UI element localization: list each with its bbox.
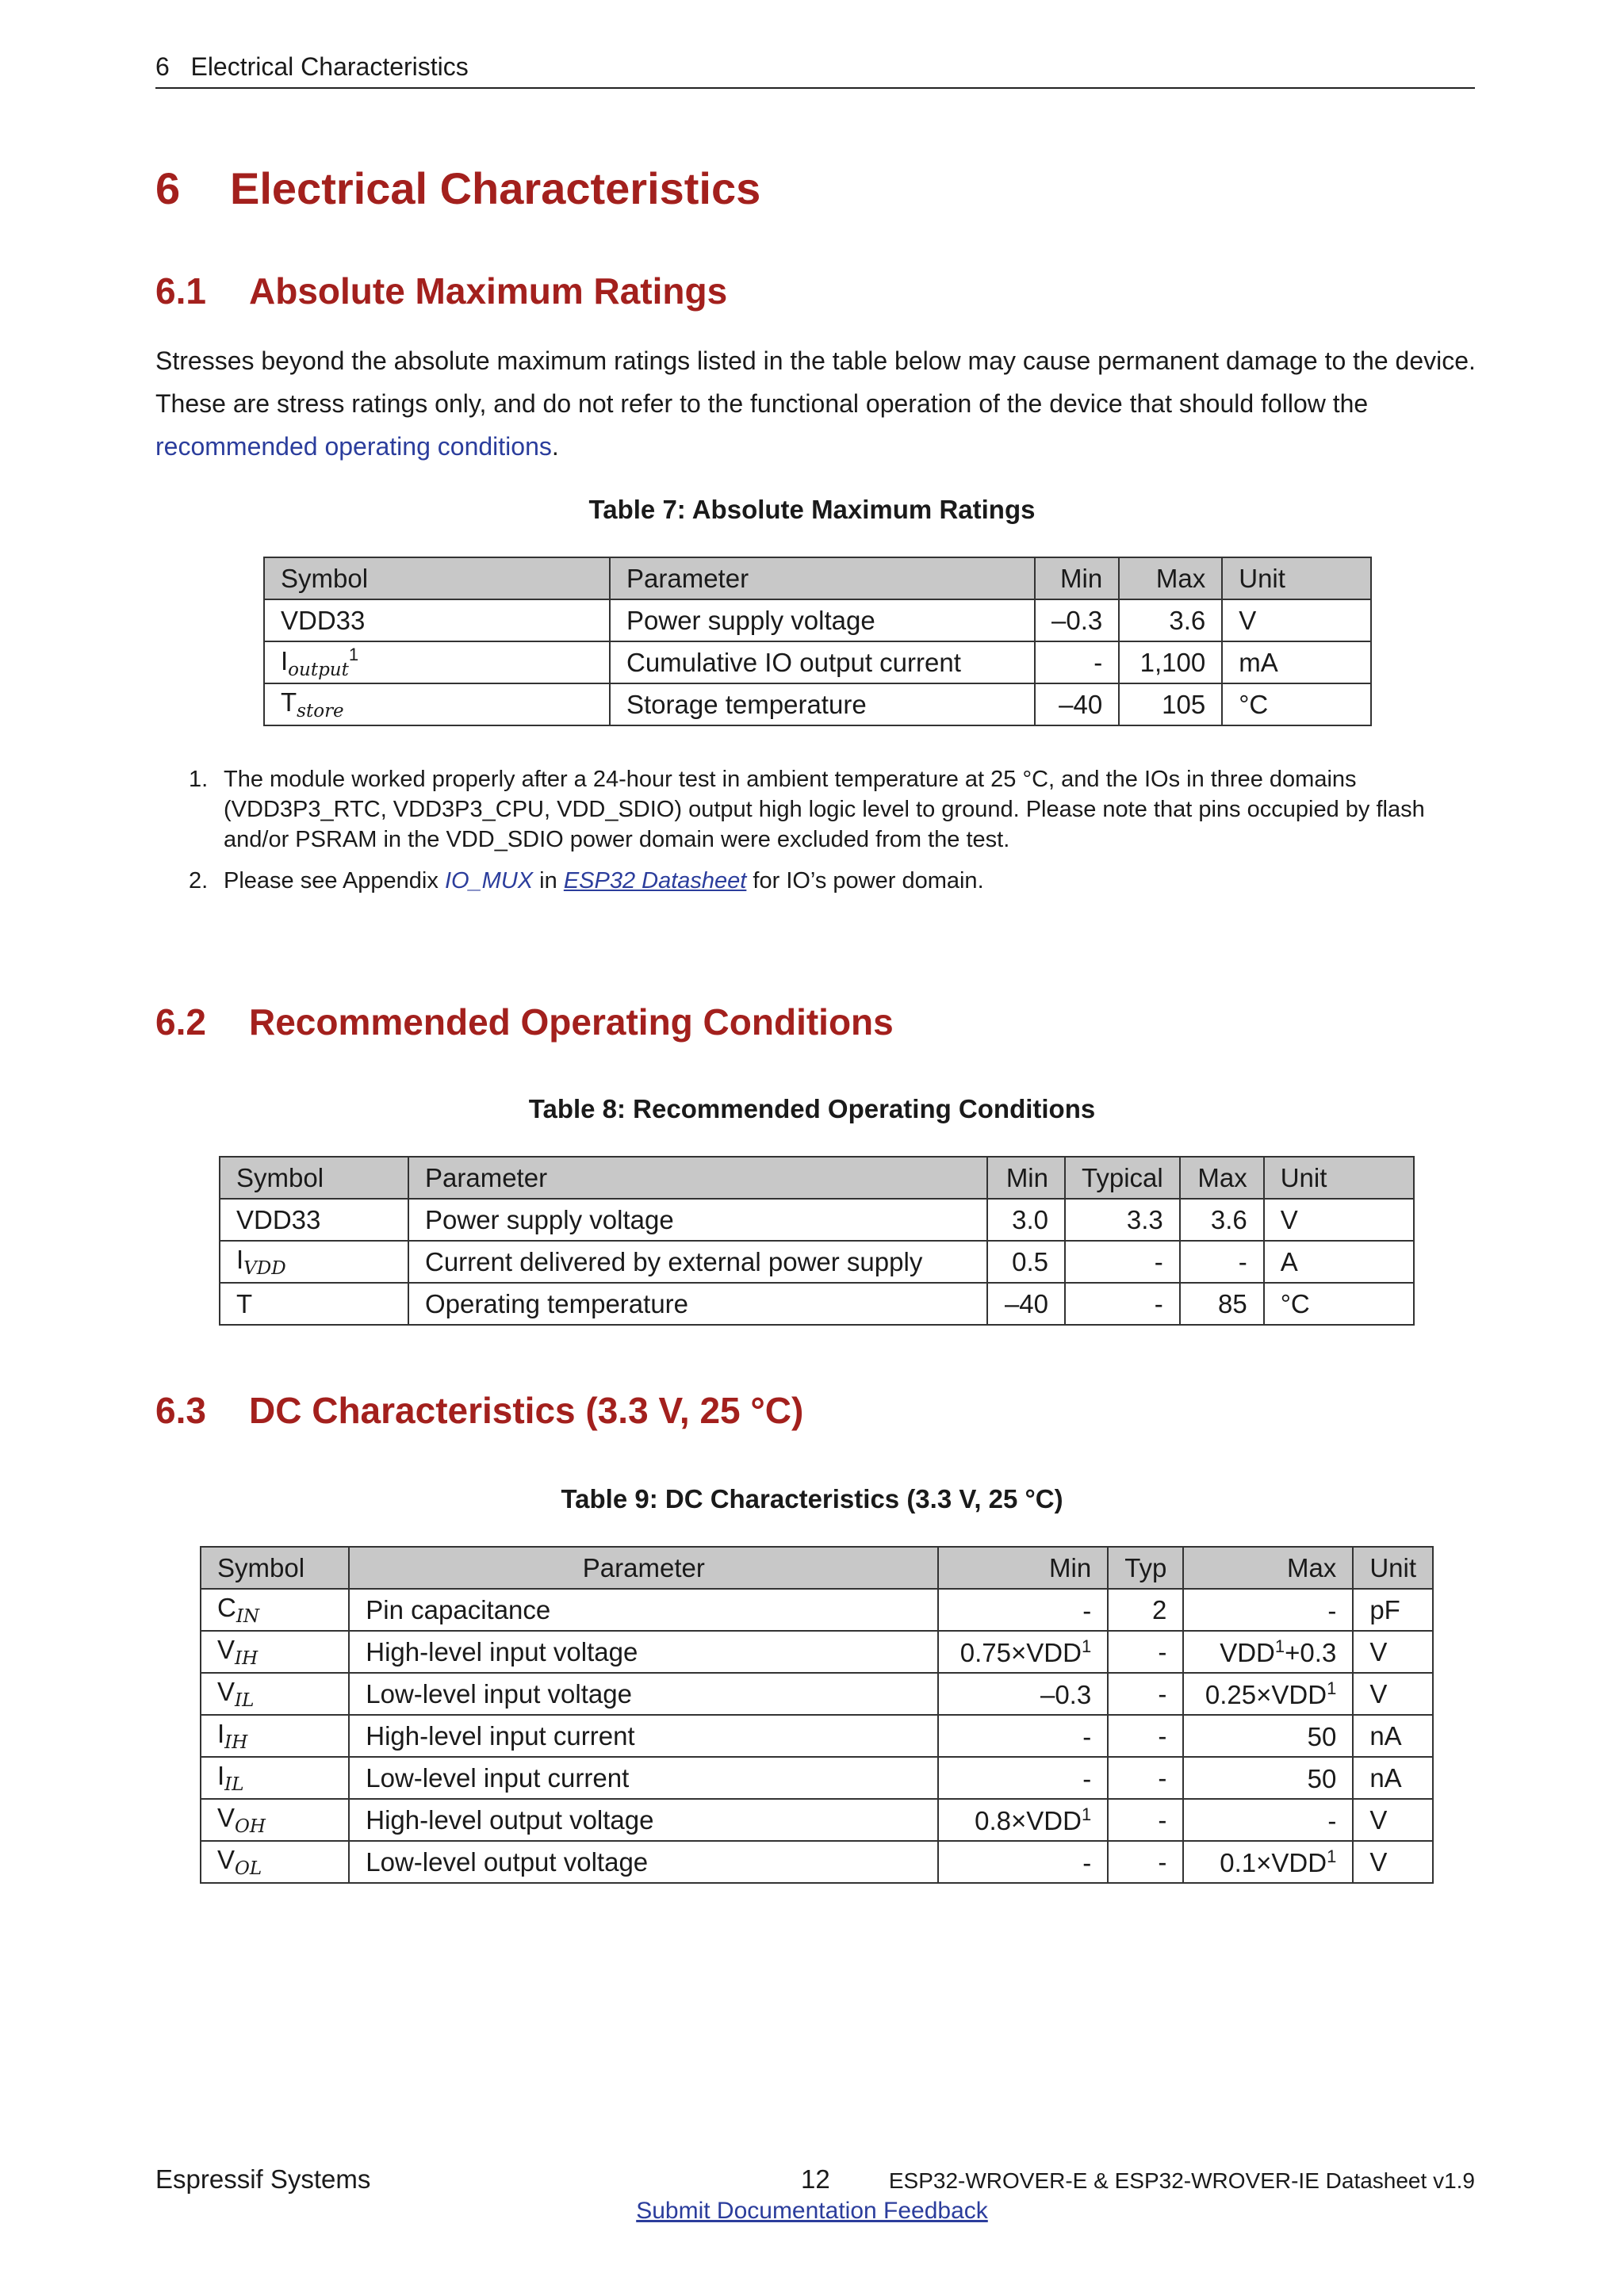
table-cell: 85 xyxy=(1180,1283,1264,1325)
table-header-row xyxy=(220,1157,1414,1199)
table-cell-max xyxy=(1183,1715,1353,1757)
symbol-main: VDD33 xyxy=(236,1204,321,1234)
section-number: 6 xyxy=(155,163,181,213)
note-item xyxy=(155,764,1488,855)
symbol-main: I xyxy=(217,1719,225,1748)
subsection-6-1-number: 6.1 xyxy=(155,270,206,312)
table-cell-symbol xyxy=(201,1589,349,1631)
submit-feedback-link[interactable]: Submit Documentation Feedback xyxy=(636,2198,988,2224)
table-header-cell: Parameter xyxy=(408,1157,987,1199)
table-header-cell: Typ xyxy=(1108,1547,1183,1589)
table-cell: V xyxy=(1353,1799,1433,1841)
footnote-marker: 1 xyxy=(1327,1678,1337,1698)
symbol-main: V xyxy=(217,1803,236,1832)
table-cell-min xyxy=(938,1715,1108,1757)
note-text: The module worked properly after a 24-hour test in ambient temperature at 25 °C, and the IOs in three domains (VDD3P3_RTC, VDD3P3_CPU, VDD_SDIO) output high logic level to ground. Please note that pins occupied by flash and/or PSRAM in the VDD_SDIO power domain were excluded from the test. xyxy=(224,767,1425,852)
table-cell-symbol xyxy=(264,599,610,641)
table-cell: 105 xyxy=(1119,683,1222,725)
subsection-6-2-text: Recommended Operating Conditions xyxy=(249,1001,894,1043)
table-cell: Pin capacitance xyxy=(349,1589,938,1631)
table-cell: Cumulative IO output current xyxy=(610,641,1035,683)
table-cell-min xyxy=(938,1673,1108,1715)
value-text: 0.75×VDD xyxy=(959,1637,1082,1667)
table-row xyxy=(201,1673,1433,1715)
table-row xyxy=(264,683,1371,725)
note-number: 1. xyxy=(189,767,209,792)
table-cell: - xyxy=(1035,641,1119,683)
table-cell: pF xyxy=(1353,1589,1433,1631)
section-title xyxy=(155,163,760,214)
table-header-cell: Max xyxy=(1119,557,1222,599)
table-cell: - xyxy=(1108,1757,1183,1799)
table7-notes xyxy=(155,764,1488,907)
table-cell: Storage temperature xyxy=(610,683,1035,725)
table7-caption: Table 7: Absolute Maximum Ratings xyxy=(588,495,1036,524)
symbol-main: I xyxy=(236,1245,244,1274)
table-cell: –40 xyxy=(987,1283,1065,1325)
table-cell: Operating temperature xyxy=(408,1283,987,1325)
table-cell: Low-level input current xyxy=(349,1757,938,1799)
table-cell: 1,100 xyxy=(1119,641,1222,683)
value-tail: +0.3 xyxy=(1285,1637,1337,1667)
symbol-subscript: OH xyxy=(235,1816,266,1837)
footer-doc-title: ESP32-WROVER-E & ESP32-WROVER-IE Datasheet v1.9 xyxy=(888,2168,1475,2193)
header-title: Electrical Characteristics xyxy=(190,52,469,81)
table-header-cell: Max xyxy=(1180,1157,1264,1199)
value-text: - xyxy=(1082,1847,1092,1877)
value-text: 50 xyxy=(1307,1721,1337,1751)
table9 xyxy=(200,1546,1434,1884)
symbol-main: V xyxy=(217,1635,236,1664)
table-cell-symbol xyxy=(220,1241,408,1283)
value-text: VDD xyxy=(1220,1637,1275,1667)
symbol-subscript: VDD xyxy=(243,1258,286,1279)
symbol-subscript: IN xyxy=(236,1606,260,1627)
table-cell-max xyxy=(1183,1841,1353,1883)
value-text: –0.3 xyxy=(1040,1679,1092,1709)
table-cell-symbol xyxy=(264,641,610,683)
value-text: 0.25×VDD xyxy=(1205,1679,1327,1709)
table-cell-symbol xyxy=(201,1799,349,1841)
table-cell: V xyxy=(1264,1199,1414,1241)
table-header-cell: Symbol xyxy=(264,557,610,599)
table9-caption: Table 9: DC Characteristics (3.3 V, 25 °C) xyxy=(561,1484,1063,1513)
table-cell: V xyxy=(1353,1673,1433,1715)
table-cell: nA xyxy=(1353,1757,1433,1799)
table-row xyxy=(201,1589,1433,1631)
symbol-subscript: IL xyxy=(235,1690,255,1711)
table-cell: 3.6 xyxy=(1180,1199,1264,1241)
table-header-cell: Min xyxy=(1035,557,1119,599)
subsection-6-3-title xyxy=(155,1389,803,1432)
table-row xyxy=(220,1199,1414,1241)
table-cell: 0.5 xyxy=(987,1241,1065,1283)
table-header-row xyxy=(264,557,1371,599)
table-row xyxy=(201,1799,1433,1841)
value-text: - xyxy=(1082,1721,1092,1751)
symbol-subscript: IH xyxy=(235,1648,259,1669)
table-row xyxy=(201,1841,1433,1883)
table7 xyxy=(263,557,1372,726)
table-cell-symbol xyxy=(220,1199,408,1241)
table-cell: - xyxy=(1180,1241,1264,1283)
table-cell-symbol xyxy=(201,1673,349,1715)
table8-caption: Table 8: Recommended Operating Conditions xyxy=(528,1094,1096,1123)
footnote-marker: 1 xyxy=(348,645,359,664)
table-cell: V xyxy=(1222,599,1371,641)
symbol-subscript: OL xyxy=(235,1858,262,1879)
table-cell-min xyxy=(938,1631,1108,1673)
table-header-cell: Unit xyxy=(1222,557,1371,599)
symbol-subscript: IH xyxy=(224,1732,248,1753)
table-cell: High-level output voltage xyxy=(349,1799,938,1841)
table-row xyxy=(201,1757,1433,1799)
recommended-conditions-link[interactable]: recommended operating conditions xyxy=(155,432,552,461)
intro-paragraph xyxy=(155,339,1480,468)
table-row xyxy=(220,1283,1414,1325)
table-cell-max xyxy=(1183,1757,1353,1799)
note-number: 2. xyxy=(189,868,209,894)
table-cell: - xyxy=(1108,1715,1183,1757)
symbol-main: V xyxy=(217,1845,236,1874)
note-item xyxy=(155,866,1488,896)
value-text: 50 xyxy=(1307,1763,1337,1793)
table-header-row xyxy=(201,1547,1433,1589)
table-cell: - xyxy=(1108,1841,1183,1883)
symbol-main: T xyxy=(236,1288,253,1318)
subsection-6-2-number: 6.2 xyxy=(155,1001,206,1043)
table-cell: –0.3 xyxy=(1035,599,1119,641)
table-cell: - xyxy=(1108,1673,1183,1715)
table-cell: A xyxy=(1264,1241,1414,1283)
section-title-text: Electrical Characteristics xyxy=(230,163,761,213)
table-header-cell: Max xyxy=(1183,1547,1353,1589)
table-cell: 2 xyxy=(1108,1589,1183,1631)
subsection-6-1-title xyxy=(155,270,727,312)
table-cell: Low-level output voltage xyxy=(349,1841,938,1883)
table-cell: mA xyxy=(1222,641,1371,683)
table-header-cell: Unit xyxy=(1264,1157,1414,1199)
table-row xyxy=(201,1715,1433,1757)
value-text: - xyxy=(1082,1595,1092,1625)
subsection-6-2-title xyxy=(155,1001,894,1043)
page-header xyxy=(155,51,1475,89)
table-cell: V xyxy=(1353,1841,1433,1883)
footnote-marker: 1 xyxy=(1274,1636,1285,1656)
table-row xyxy=(264,599,1371,641)
note-text-part: Please see Appendix xyxy=(224,868,445,894)
table-header-cell: Typical xyxy=(1065,1157,1180,1199)
table-cell: - xyxy=(1065,1283,1180,1325)
value-text: 0.8×VDD xyxy=(975,1805,1082,1835)
symbol-main: C xyxy=(217,1593,236,1622)
table-row xyxy=(264,641,1371,683)
footnote-marker: 1 xyxy=(1327,1846,1337,1866)
footnote-marker: 1 xyxy=(1081,1636,1092,1656)
table-cell: High-level input current xyxy=(349,1715,938,1757)
footer-page-number: 12 xyxy=(801,2164,830,2194)
table-cell: - xyxy=(1065,1241,1180,1283)
symbol-main: I xyxy=(217,1761,225,1790)
table-cell: °C xyxy=(1264,1283,1414,1325)
table-cell-max xyxy=(1183,1673,1353,1715)
table-cell: Current delivered by external power supply xyxy=(408,1241,987,1283)
note-text-part: in xyxy=(533,868,564,894)
header-number: 6 xyxy=(155,52,170,81)
intro-end: . xyxy=(551,432,559,461)
table8 xyxy=(219,1156,1415,1326)
symbol-main: T xyxy=(281,687,297,717)
table-cell: Low-level input voltage xyxy=(349,1673,938,1715)
symbol-subscript: store xyxy=(297,701,344,721)
value-text: 0.1×VDD xyxy=(1220,1847,1327,1877)
table-row xyxy=(201,1631,1433,1673)
symbol-subscript: IL xyxy=(224,1774,244,1795)
io-mux-link[interactable]: IO_MUX xyxy=(444,868,534,894)
table-cell: 3.0 xyxy=(987,1199,1065,1241)
table-cell: Power supply voltage xyxy=(610,599,1035,641)
subsection-6-1-text: Absolute Maximum Ratings xyxy=(249,270,728,312)
table-cell: 3.6 xyxy=(1119,599,1222,641)
table-header-cell: Symbol xyxy=(201,1547,349,1589)
table-cell: - xyxy=(1108,1799,1183,1841)
subsection-6-3-number: 6.3 xyxy=(155,1390,206,1431)
table-header-cell: Symbol xyxy=(220,1157,408,1199)
table-row xyxy=(220,1241,1414,1283)
intro-text: Stresses beyond the absolute maximum ratings listed in the table below may cause permanent damage to the device. These are stress ratings only, and do not refer to the functional operation of the device that should follow the xyxy=(155,346,1476,418)
value-text: - xyxy=(1327,1595,1337,1625)
table-cell: High-level input voltage xyxy=(349,1631,938,1673)
table-cell: V xyxy=(1353,1631,1433,1673)
table-cell-max xyxy=(1183,1589,1353,1631)
esp32-datasheet-link[interactable]: ESP32 Datasheet xyxy=(563,868,747,894)
table-header-cell: Min xyxy=(938,1547,1108,1589)
table-cell-symbol xyxy=(220,1283,408,1325)
subsection-6-3-text: DC Characteristics (3.3 V, 25 °C) xyxy=(249,1390,804,1431)
table-cell: - xyxy=(1108,1631,1183,1673)
table-cell: Power supply voltage xyxy=(408,1199,987,1241)
table-cell: 3.3 xyxy=(1065,1199,1180,1241)
symbol-main: VDD33 xyxy=(281,605,366,635)
table-cell-max xyxy=(1183,1631,1353,1673)
table-cell-symbol xyxy=(264,683,610,725)
table-cell-symbol xyxy=(201,1631,349,1673)
table-cell-min xyxy=(938,1757,1108,1799)
footer-company: Espressif Systems xyxy=(155,2164,371,2194)
footnote-marker: 1 xyxy=(1081,1804,1092,1824)
symbol-main: I xyxy=(281,646,289,675)
symbol-main: V xyxy=(217,1677,236,1706)
table-cell-symbol xyxy=(201,1715,349,1757)
table-cell-min xyxy=(938,1799,1108,1841)
table-cell-symbol xyxy=(201,1757,349,1799)
table-header-cell: Min xyxy=(987,1157,1065,1199)
header-text xyxy=(155,52,469,82)
table-header-cell: Parameter xyxy=(349,1547,938,1589)
table-header-cell: Unit xyxy=(1353,1547,1433,1589)
note-text-part: for IO’s power domain. xyxy=(746,868,984,894)
table-cell-min xyxy=(938,1841,1108,1883)
table-header-cell: Parameter xyxy=(610,557,1035,599)
value-text: - xyxy=(1082,1763,1092,1793)
table-cell-symbol xyxy=(201,1841,349,1883)
table-cell: –40 xyxy=(1035,683,1119,725)
value-text: - xyxy=(1327,1805,1337,1835)
table-cell-min xyxy=(938,1589,1108,1631)
table-cell: °C xyxy=(1222,683,1371,725)
table-cell-max xyxy=(1183,1799,1353,1841)
table-cell: nA xyxy=(1353,1715,1433,1757)
symbol-subscript: output xyxy=(288,660,349,680)
note-text xyxy=(224,866,1488,896)
